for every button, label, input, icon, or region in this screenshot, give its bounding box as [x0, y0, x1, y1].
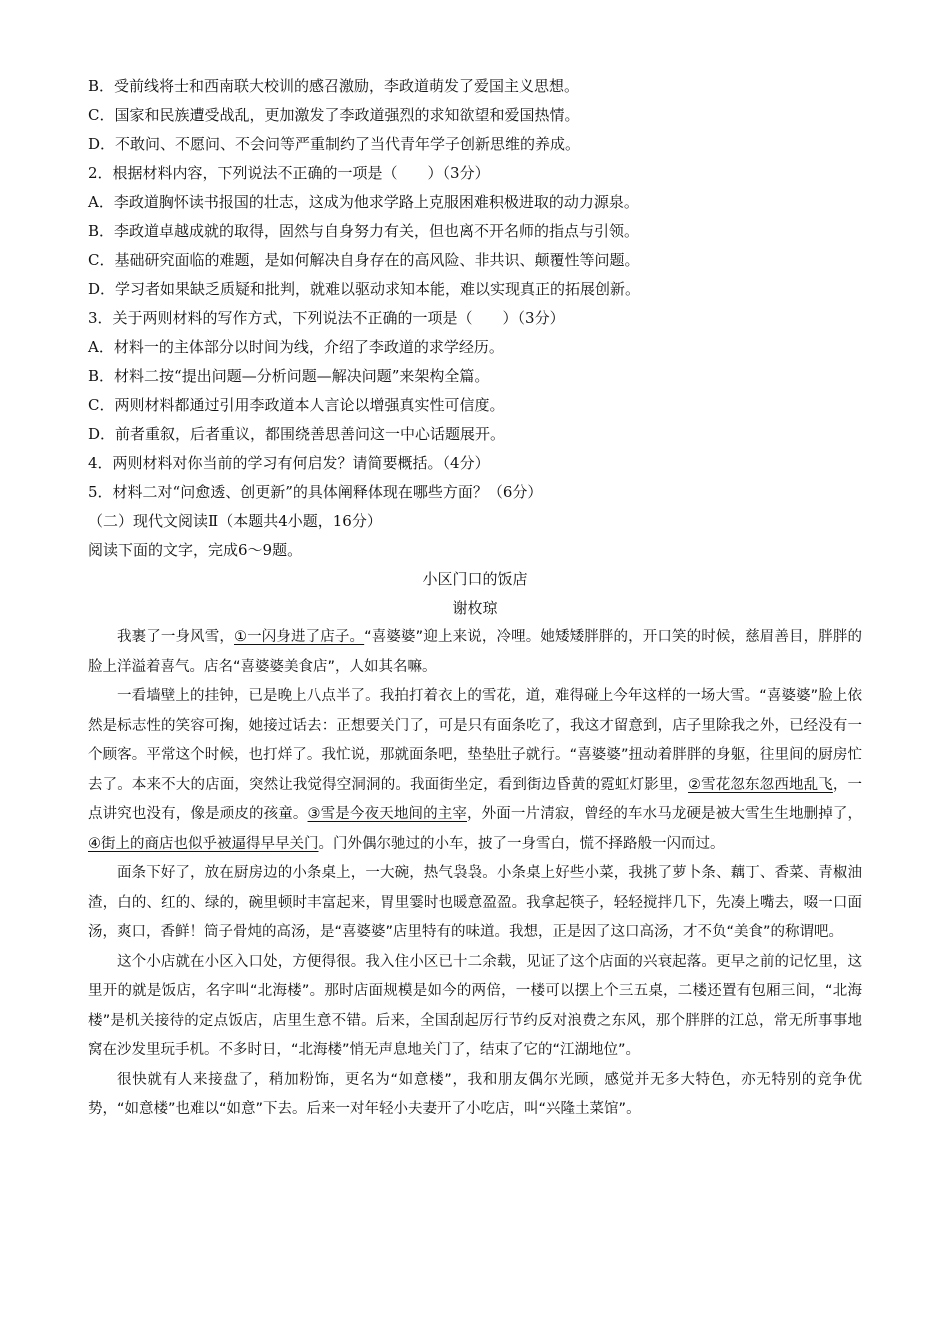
text-run: 。门外偶尔驰过的小车，披了一身雪白，慌不择路般一闪而过。 [318, 835, 725, 852]
underlined-phrase-2: ②雪花忽东忽西地乱飞 [688, 776, 833, 793]
story-title: 小区门口的饭店 [422, 570, 528, 588]
underlined-phrase-3: ③雪是今夜天地间的主宰 [307, 806, 468, 822]
q2-option-a: A．李政道胸怀读书报国的壮志，这成为他求学路上克服困难积极进取的动力源泉。 [88, 193, 639, 211]
text-run: “喜婆婆”迎上来说，冷哩。她矮矮胖胖的，开口笑的时候，慈眉善目，胖胖的脸上洋溢着喜气。店名“喜婆婆美食店”，人如其名嘛。 [88, 629, 862, 675]
q3-option-c: C．两则材料都通过引用李政道本人言论以增强真实性可信度。 [88, 396, 505, 414]
section-heading: （二）现代文阅读Ⅱ（本题共4小题，16分） [88, 512, 382, 530]
q2-option-b: B．李政道卓越成就的取得，固然与自身努力有关，但也离不开名师的指点与引领。 [88, 222, 640, 240]
story-paragraph-4: 这个小店就在小区入口处，方便得很。我入住小区已十二余载，见证了这个店面的兴衰起落。更早之前的记忆里，这里开的就是饭店，名字叫“北海楼”。那时店面规模是如今的两倍，一楼可以摆上个三五桌，二楼还置有包厢三间，“北海楼”是机关接待的定点饭店，店里生意不错。后来，全国刮起厉行节约反对浪费之东风，那个胖胖的江总，常无所事事地窝在沙发里玩手机。不多时日，“北海楼”悄无声息地关门了，结束了它的“江湖地位”。 [88, 953, 862, 1058]
q2-option-c: C．基础研究面临的难题，是如何解决自身存在的高风险、非共识、颠覆性等问题。 [88, 251, 640, 269]
text-run: 我裹了一身风雪， [117, 629, 235, 645]
text-run: ，外面一片清寂，曾经的车水马龙硬是被大雪生生地删掉了， [467, 806, 863, 822]
q3-option-a: A．材料一的主体部分以时间为线，介绍了李政道的求学经历。 [88, 338, 504, 356]
text-run: 一看墙壁上的挂钟，已是晚上八点半了。我拍打着衣上的雪花，道，难得碰上今年这样的一场大雪。“喜婆婆”脸上依然是标志性的笑容可掬，她接过话去：正想要关门了，可是只有面条吃了，我这才留意到，店子里除我之外，已经没有一个顾客。平常这个时候，也打烊了。我忙说，那就面条吧，垫垫肚子就行。“喜婆婆”扭动着胖胖的身躯，往里间的厨房忙去了。本来不大的店面，突然让我觉得空洞洞的。我面街坐定，看到街边昏黄的霓虹灯影里， [88, 688, 862, 793]
story [88, 565, 862, 1125]
q1-option-c: C．国家和民族遭受战乱，更加激发了李政道强烈的求知欲望和爱国热情。 [88, 106, 580, 124]
story-paragraph-2 [88, 682, 862, 859]
q5: 5．材料二对“问愈透、创更新”的具体阐释体现在哪些方面？（6分） [88, 483, 543, 501]
q3-stem: 3．关于两则材料的写作方式，下列说法不正确的一项是（ ）（3分） [88, 309, 565, 327]
q4: 4．两则材料对你当前的学习有何启发？请简要概括。（4分） [88, 454, 490, 472]
story-paragraph-1 [88, 623, 862, 682]
underlined-phrase-4: ④街上的商店也似乎被逼得早早关门 [88, 835, 319, 852]
q1-option-b: B．受前线将士和西南联大校训的感召激励，李政道萌发了爱国主义思想。 [88, 77, 580, 95]
story-author: 谢枚琼 [452, 599, 498, 617]
story-paragraph-3: 面条下好了，放在厨房边的小条桌上，一大碗，热气袅袅。小条桌上好些小菜，我挑了萝卜条、藕丁、香菜、青椒油渣，白的、红的、绿的，碗里顿时丰富起来，胃里霎时也暖意盈盈。我拿起筷子，轻轻搅拌几下，先凑上嘴去，啜一口面汤，爽口，香鲜！筒子骨炖的高汤，是“喜婆婆”店里特有的味道。我想，正是因了这口高汤，才不负“美食”的称谓吧。 [88, 865, 862, 940]
q3-option-d: D．前者重叙，后者重议，都围绕善思善问这一中心话题展开。 [88, 425, 506, 443]
q1-option-d: D．不敢问、不愿问、不会问等严重制约了当代青年学子创新思维的养成。 [88, 135, 581, 153]
story-paragraph-5: 很快就有人来接盘了，稍加粉饰，更名为“如意楼”，我和朋友偶尔光顾，感觉并无多大特色，亦无特别的竞争优势，“如意楼”也难以“如意”下去。后来一对年轻小夫妻开了小吃店，叫“兴隆土菜馆”。 [88, 1071, 862, 1117]
text-run: ，一点讲究也没有，像是顽皮的孩童。 [88, 776, 863, 822]
q3-option-b: B．材料二按“提出问题—分析问题—解决问题”来架构全篇。 [88, 367, 490, 385]
underlined-phrase-1: ①一闪身进了店子。 [234, 629, 365, 645]
reading-instruction: 阅读下面的文字，完成6～9题。 [88, 541, 303, 559]
q2-option-d: D．学习者如果缺乏质疑和批判，就难以驱动求知本能，难以实现真正的拓展创新。 [88, 280, 641, 298]
q2-stem: 2．根据材料内容，下列说法不正确的一项是（ ）（3分） [88, 164, 490, 182]
